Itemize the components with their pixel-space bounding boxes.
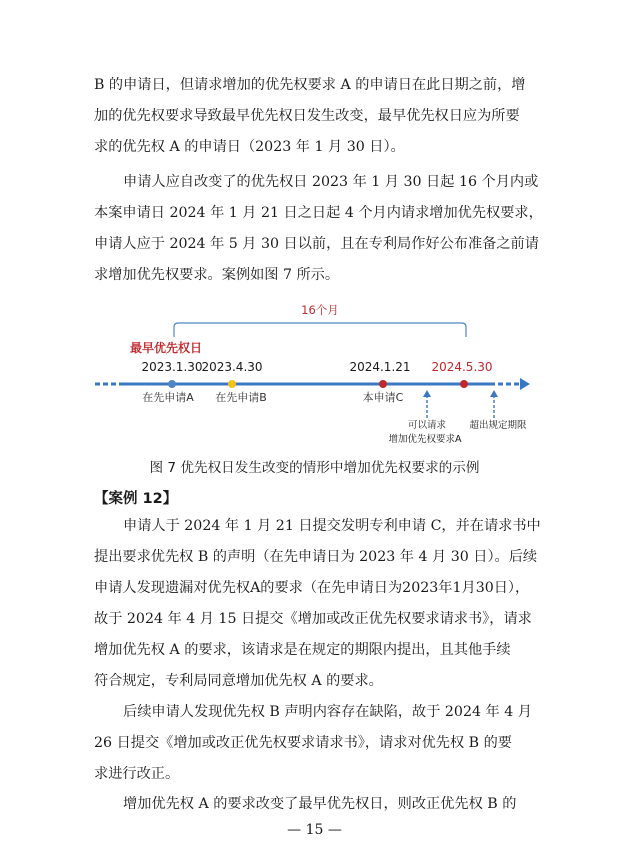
- point-label-b: 在先申请B: [215, 391, 267, 404]
- text-line: 申请人应于 2024 年 5 月 30 日以前，且在专利局作好公布准备之前请: [94, 236, 539, 252]
- overdue-label: 超出规定期限: [469, 420, 527, 431]
- point-deadline: [460, 380, 468, 388]
- text-line: 本案申请日 2024 年 1 月 21 日之日起 4 个月内请求增加优先权要求，: [94, 205, 543, 221]
- text-line: 求的优先权 A 的申请日（2023 年 1 月 30 日）。: [94, 139, 405, 155]
- request-label-line2: 增加优先权要求A: [388, 434, 462, 445]
- text-line: 故于 2024 年 4 月 15 日提交《增加或改正优先权要求请求书》，请求: [94, 611, 532, 627]
- date-label-deadline: 2024.5.30: [431, 360, 493, 374]
- date-label-c: 2024.1.21: [349, 360, 411, 374]
- date-label-a: 2023.1.30: [141, 360, 203, 374]
- text-line: B 的申请日，但请求增加的优先权要求 A 的申请日在此日期之前，增: [94, 77, 526, 93]
- point-label-a: 在先申请A: [142, 391, 194, 404]
- text-line: 求增加优先权要求。案例如图 7 所示。: [94, 267, 340, 283]
- page-number: — 15 —: [287, 822, 342, 838]
- overdue-arrowhead: [490, 390, 498, 397]
- text-line: 26 日提交《增加或改正优先权要求请求书》，请求对优先权 B 的要: [94, 735, 512, 751]
- text-line: 符合规定，专利局同意增加优先权 A 的要求。: [94, 673, 383, 689]
- text-line: 增加优先权 A 的要求，该请求是在规定的期限内提出，且其他手续: [94, 642, 511, 658]
- point-a: [168, 380, 176, 388]
- timeline-arrowhead: [520, 378, 530, 390]
- text-line: 增加优先权 A 的要求改变了最早优先权日，则改正优先权 B 的: [123, 796, 517, 812]
- figure-caption: 图 7 优先权日发生改变的情形中增加优先权要求的示例: [149, 460, 480, 476]
- text-line: 申请人应自改变了的优先权日 2023 年 1 月 30 日起 16 个月内或: [123, 174, 539, 190]
- request-arrowhead: [423, 390, 431, 397]
- paragraph-5: [94, 789, 544, 820]
- text-line: 申请人于 2024 年 1 月 21 日提交发明专利申请 C，并在请求书中: [123, 518, 541, 534]
- paragraph-4: [94, 697, 544, 790]
- text-line: 后续申请人发现优先权 B 声明内容存在缺陷，故于 2024 年 4 月: [123, 704, 532, 720]
- request-label-line1: 可以请求: [407, 420, 447, 431]
- point-c: [379, 380, 387, 388]
- span-bracket: [174, 323, 466, 337]
- text-line: 提出要求优先权 B 的声明（在先申请日为 2023 年 4 月 30 日）。后续: [94, 549, 538, 565]
- date-label-b: 2023.4.30: [201, 360, 263, 374]
- case-title: 【案例 12】: [94, 491, 178, 507]
- span-label: 16个月: [301, 303, 339, 317]
- text-line: 求进行改正。: [94, 766, 180, 782]
- earliest-priority-label: 最早优先权日: [130, 341, 203, 355]
- paragraph-3: [94, 511, 544, 697]
- point-b: [228, 380, 236, 388]
- point-label-c: 本申请C: [362, 391, 404, 404]
- text-line: 申请人发现遗漏对优先权A的要求（在先申请日为2023年1月30日），: [94, 580, 530, 596]
- text-line: 加的优先权要求导致最早优先权日发生改变，最早优先权日应为所要: [94, 108, 520, 124]
